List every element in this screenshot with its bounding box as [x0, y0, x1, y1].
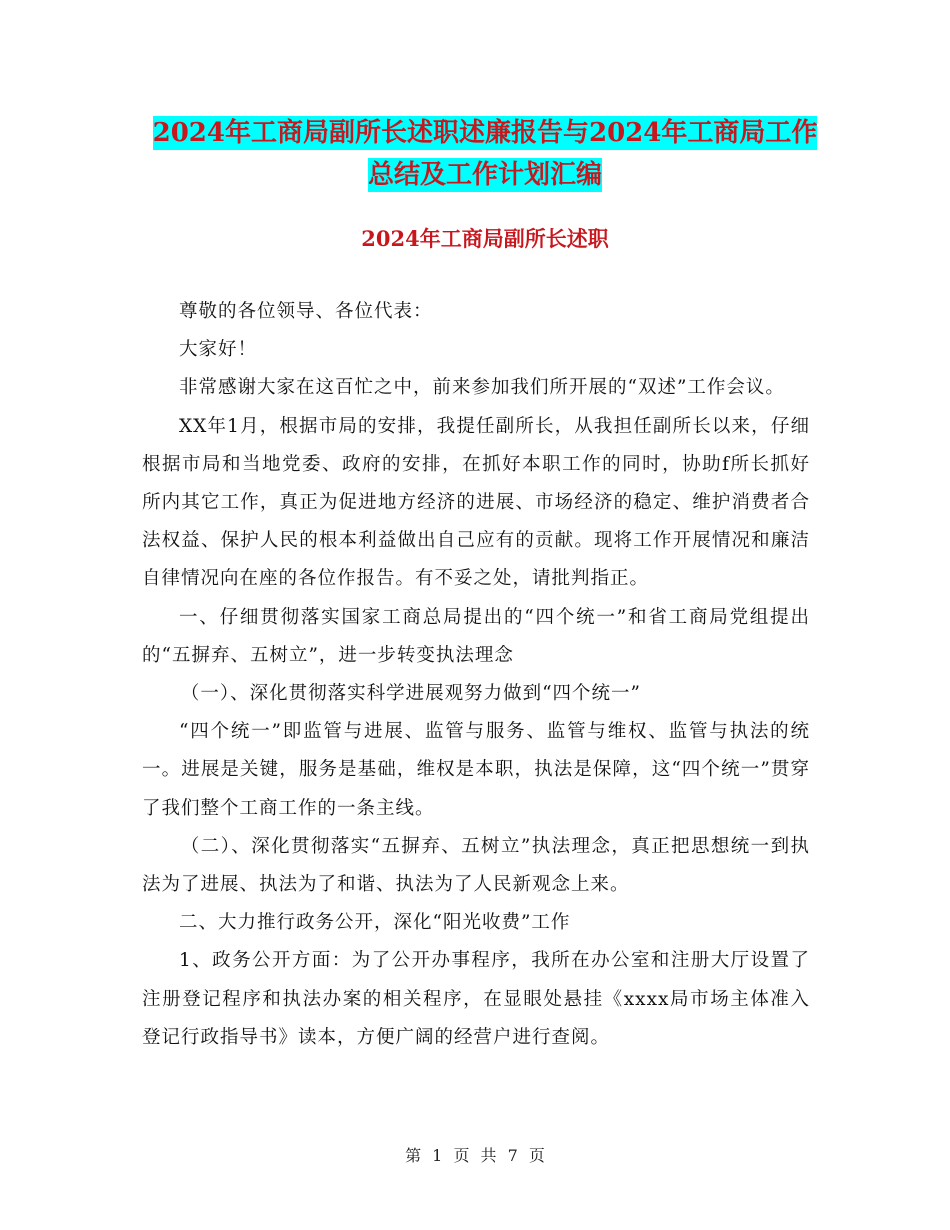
- body-paragraph: 非常感谢大家在这百忙之中，前来参加我们所开展的“双述”工作会议。: [179, 377, 785, 399]
- document-body: [142, 293, 810, 1057]
- heading-paragraph: 二、大力推行政务公开，深化“阳光收费”工作: [179, 912, 571, 934]
- subheading-paragraph: （二）、深化贯彻落实“五摒弃、五树立”执法理念，真正把思想统一到执法为了进展、执法为了和谐、执法为了人民新观念上来。: [142, 835, 810, 896]
- salutation-paragraph: 尊敬的各位领导、各位代表：: [179, 301, 433, 322]
- body-paragraph: “四个统一”即监管与进展、监管与服务、监管与维权、监管与执法的统一。进展是关键，服务是基础，维权是本职，执法是保障，这“四个统一”贯穿了我们整个工商工作的一条主线。: [142, 721, 810, 819]
- subheading-paragraph: （一）、深化贯彻落实科学进展观努力做到“四个统一”: [180, 683, 642, 705]
- document-title: [140, 112, 830, 196]
- document-title-text: 2024年工商局副所长述职述廉报告与2024年工商局工作总结及工作计划汇编: [152, 118, 818, 190]
- body-paragraph: XX年1月，根据市局的安排，我提任副所长，从我担任副所长以来，仔细根据市局和当地党委、政府的安排，在抓好本职工作的同时，协助f所长抓好所内其它工作，真正为促进地方经济的进展、市场经济的稳定、维护消费者合法权益、保护人民的根本利益做出自己应有的贡献。现将工作开展情况和廉洁自律情况向在座的各位作报告。有不妥之处，请批判指正。: [142, 415, 810, 590]
- body-paragraph: 1、政务公开方面：为了公开办事程序，我所在办公室和注册大厅设置了注册登记程序和执法办案的相关程序，在显眼处悬挂《xxxx局市场主体准入登记行政指导书》读本，方便广阔的经营户进行查阅。: [142, 950, 810, 1048]
- heading-paragraph: 一、仔细贯彻落实国家工商总局提出的“四个统一”和省工商局党组提出的“五摒弃、五树立”，进一步转变执法理念: [142, 606, 810, 666]
- section-title: 2024年工商局副所长述职: [361, 226, 609, 251]
- greeting-paragraph: 大家好！: [179, 339, 258, 361]
- page-footer: 第 1 页 共 7 页: [405, 1146, 545, 1165]
